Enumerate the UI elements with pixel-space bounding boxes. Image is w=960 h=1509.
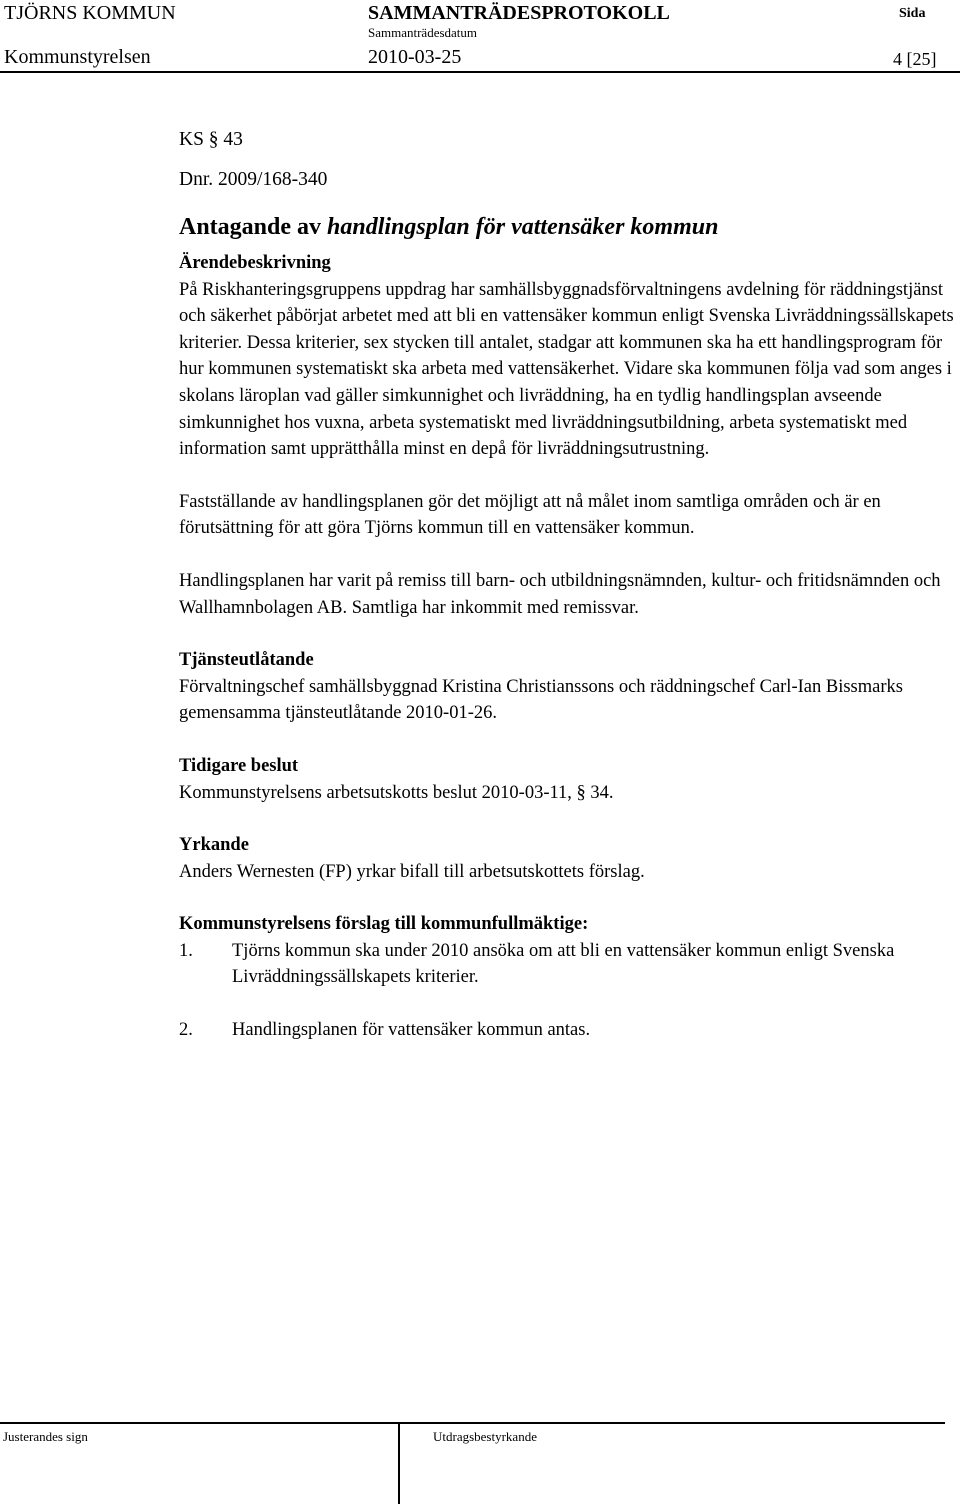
description-paragraph-2: Fastställande av handlingsplanen gör det möjligt att nå målet inom samtliga områden och är en förutsättning för att göra Tjörns kommun till en vattensäker kommun. [179,491,881,539]
document-type: SAMMANTRÄDESPROTOKOLL [368,2,670,24]
case-title-prefix: Antagande av [179,214,328,240]
proposal-item [179,1017,954,1044]
footer-divider [398,1422,400,1504]
proposal-item [179,938,954,991]
previous-decision-text: Kommunstyrelsens arbetsutskotts beslut 2010-03-11, § 34. [179,782,614,803]
proposal-item-text: Handlingsplanen för vattensäker kommun antas. [232,1020,591,1041]
page-number: 4 [25] [893,49,937,69]
document-body [179,126,954,1044]
proposal-heading: Kommunstyrelsens förslag till kommunfullmäktige: [179,914,589,935]
description-paragraph-1: På Riskhanteringsgruppens uppdrag har samhällsbyggnadsförvaltningens avdelning för räddningstjänst och säkerhet påbörjat arbetet med att bli en vattensäker kommun enligt Svenska Livräddningssällskapets kriterier. Dessa kriterier, sex stycken till antalet, stadgar att kommunen ska ha ett handlingsprogram för hur kommunen systematiskt ska arbeta med vattensäkerhet. Vidare ska kommunen följa vad som anges i skolans läroplan vad gäller simkunnighet och livräddning, ha en tydlig handlingsplan avseende simkunnighet hos vuxna, arbeta systematiskt med livräddningsutbildning, arbeta systematiskt med information samt upprätthålla minst en depå för livräddningsutrustning. [179,279,954,460]
proposal-item-text: Tjörns kommun ska under 2010 ansöka om att bli en vattensäker kommun enligt Svenska Livräddningssällskapets kriterier. [232,940,895,988]
previous-decision-heading: Tidigare beslut [179,755,299,776]
signer-label: Justerandes sign [3,1429,88,1444]
meeting-date-label: Sammanträdesdatum [368,25,478,40]
header-rule [0,71,960,73]
case-title-italic: handlingsplan för vattensäker kommun [327,214,719,240]
proposal-item-number: 2. [179,1020,193,1041]
meeting-date: 2010-03-25 [368,46,462,68]
footer-rule [0,1422,945,1424]
case-dnr: Dnr. 2009/168-340 [179,169,328,190]
organization-name: TJÖRNS KOMMUN [4,2,176,24]
case-number: KS § 43 [179,129,243,150]
motion-heading: Yrkande [179,835,249,856]
committee-name: Kommunstyrelsen [4,46,151,68]
description-heading: Ärendebeskrivning [179,253,331,273]
motion-text: Anders Wernesten (FP) yrkar bifall till arbetsutskottets förslag. [179,861,645,882]
statement-text: Förvaltningschef samhällsbyggnad Kristina Christianssons och räddningschef Carl-Ian Bissmarks gemensamma tjänsteutlåtande 2010-01-26. [179,676,903,724]
page-label: Sida [899,6,926,21]
certified-label: Utdragsbestyrkande [433,1429,537,1444]
proposal-item-number: 1. [179,940,193,961]
case-title [179,212,954,242]
description-paragraph-3: Handlingsplanen har varit på remiss till barn- och utbildningsnämnden, kultur- och fritidsnämnden och Wallhamnbolagen AB. Samtliga har inkommit med remissvar. [179,570,941,618]
statement-heading: Tjänsteutlåtande [179,650,314,671]
